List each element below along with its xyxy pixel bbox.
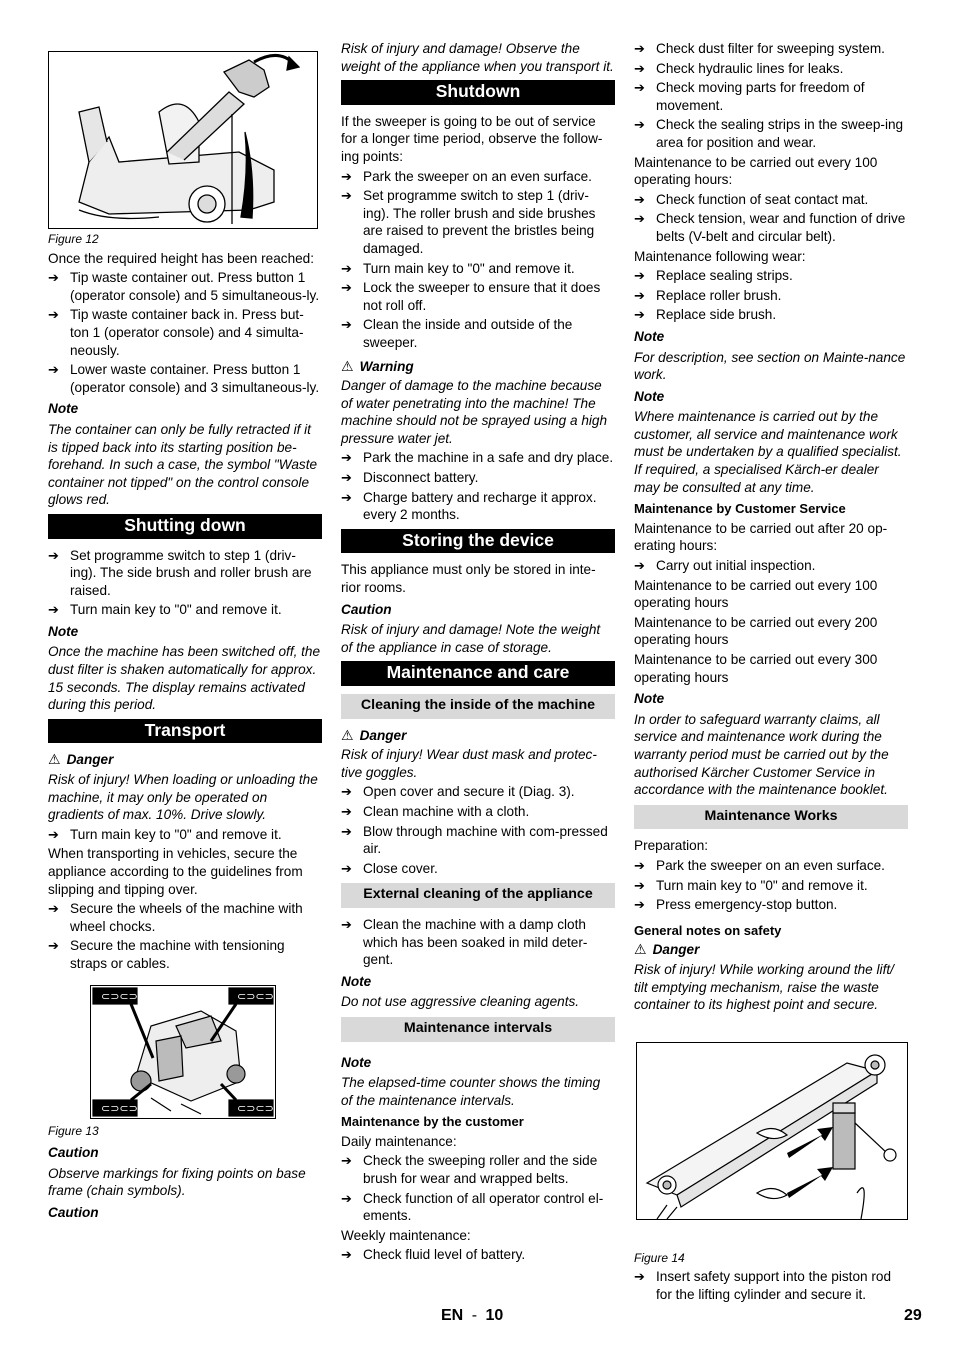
body-text: Maintenance following wear:: [634, 248, 806, 264]
body-text: Preparation:: [634, 838, 709, 854]
list-item: ➔ Check moving parts for freedom of movement.: [634, 79, 908, 114]
subheading-maintenance-works: Maintenance Works: [634, 805, 908, 830]
list-item: ➔ Replace side brush.: [634, 306, 908, 324]
body-text: Weekly maintenance:: [341, 1227, 471, 1243]
note-text: The elapsed-time counter shows the timing of the maintenance intervals.: [341, 1075, 601, 1108]
intro-text: Once the required height has been reached:: [48, 250, 315, 266]
list-item: ➔ Check function of all operator control el-ements.: [341, 1190, 615, 1225]
body-text: Maintenance to be carried out every 100 operating hours: [634, 577, 878, 611]
footer-dash: -: [471, 1307, 478, 1324]
figure-12-image: [48, 51, 318, 229]
list-item: ➔ Check fluid level of battery.: [341, 1246, 615, 1264]
list-item: ➔ Close cover.: [341, 860, 615, 878]
figure-13-image: [90, 985, 276, 1119]
figure-12-caption: Figure 12: [48, 232, 99, 246]
note-text: Once the machine has been switched off, the dust filter is shaken automatically for approx. 15 seconds. The display remains activated during this period.: [48, 644, 321, 713]
caution-label: Caution: [48, 1204, 99, 1220]
list-item: ➔ Turn main key to "0" and remove it.: [48, 601, 322, 619]
subheading-maintenance-intervals: Maintenance intervals: [341, 1017, 615, 1042]
body-text: Daily maintenance:: [341, 1133, 457, 1149]
list-item: ➔ Clean machine with a cloth.: [341, 803, 615, 821]
chain-fixing-points-illustration: [91, 986, 275, 1118]
note-label: Note: [634, 388, 665, 404]
list-item: ➔ Disconnect battery.: [341, 469, 615, 487]
list-item: ➔ Check the sealing strips in the sweep-ing area for position and wear.: [634, 116, 908, 151]
warning-heading: [341, 358, 615, 376]
warning-text: Danger of damage to the machine because of water penetrating into the machine! The machine should not be sprayed using a high pressure water jet.: [341, 378, 608, 446]
danger-heading: [634, 941, 908, 959]
list-item: ➔ Turn main key to "0" and remove it.: [341, 260, 615, 278]
body-text: When transporting in vehicles, secure the appliance according to the guidelines from slipping and tipping over.: [48, 846, 303, 897]
section-heading-transport: Transport: [48, 719, 322, 744]
list-item: ➔ Set programme switch to step 1 (driv-ing). The roller brush and side brushes are raised to prevent the bristles being damaged.: [341, 187, 615, 257]
caution-label: Caution: [48, 1145, 99, 1161]
note-label: Note: [341, 1054, 372, 1070]
footer-language: EN: [441, 1307, 464, 1324]
note-text: The container can only be fully retracted if it is tipped back into its starting position be-forehand. In such a case, the symbol "Waste container not tipped" on the control console glows red.: [48, 421, 318, 508]
warning-triangle-icon: ⚠: [634, 941, 647, 958]
note-label: Note: [48, 623, 79, 639]
note-label: Note: [634, 328, 665, 344]
list-item: ➔ Check dust filter for sweeping system.: [634, 40, 908, 58]
figure-13-caption: Figure 13: [48, 1123, 99, 1138]
note-text: For description, see section on Mainte-nance work.: [634, 349, 906, 383]
list-item: ➔ Replace sealing strips.: [634, 267, 908, 285]
list-item: ➔ Blow through machine with com-pressed air.: [341, 823, 615, 858]
list-item: ➔ Carry out initial inspection.: [634, 557, 908, 575]
danger-label: Danger: [359, 727, 407, 743]
safety-support-illustration: [637, 1043, 907, 1219]
figure-14-image: [636, 1042, 908, 1220]
list-item: ➔ Tip waste container out. Press button 1 (operator console) and 5 simultaneous-ly.: [48, 269, 322, 304]
column-right: [634, 40, 908, 1305]
column-left: [48, 40, 322, 1225]
danger-heading: [341, 727, 615, 745]
danger-label: Danger: [652, 942, 700, 958]
page-number: 29: [904, 1307, 922, 1324]
subheading-by-customer: Maintenance by the customer: [341, 1114, 524, 1130]
danger-label: Danger: [66, 752, 114, 768]
list-item: ➔ Check hydraulic lines for leaks.: [634, 60, 908, 78]
list-item: ➔ Secure the machine with tensioning straps or cables.: [48, 937, 322, 972]
body-text: This appliance must only be stored in inte-rior rooms.: [341, 562, 596, 596]
section-heading-storing: Storing the device: [341, 529, 615, 554]
footer-language-page: [441, 1307, 503, 1325]
note-label: Note: [341, 973, 372, 989]
sweeper-tipping-illustration: [49, 52, 317, 228]
caution-label: Caution: [341, 601, 392, 617]
note-text: In order to safeguard warranty claims, all service and maintenance work during the warranty period must be carried out by the authorised Kärcher Customer Service in accordance with the maintenance booklet.: [634, 711, 889, 798]
list-item: ➔ Park the sweeper on an even surface.: [341, 168, 615, 186]
note-text: Where maintenance is carried out by the customer, all service and maintenance work must be undertaken by a qualified specialist. If required, a specialised Kärch-er dealer may be consulted at any time.: [634, 409, 902, 495]
subheading-customer-service: Maintenance by Customer Service: [634, 501, 846, 517]
body-text: If the sweeper is going to be out of service for a longer time period, observe the follow-ing points:: [341, 113, 603, 164]
list-item: ➔ Clean the machine with a damp cloth which has been soaked in mild deter-gent.: [341, 916, 615, 969]
section-heading-shutdown: Shutdown: [341, 80, 615, 105]
list-item: ➔ Clean the inside and outside of the sweeper.: [341, 316, 615, 351]
list-item: ➔ Check tension, wear and function of drive belts (V-belt and circular belt).: [634, 210, 908, 245]
caution-text: Observe markings for fixing points on base frame (chain symbols).: [48, 1165, 306, 1199]
list-item: ➔ Park the sweeper on an even surface.: [634, 857, 908, 875]
note-text: Do not use aggressive cleaning agents.: [341, 994, 580, 1010]
section-heading-shutting-down: Shutting down: [48, 514, 322, 539]
list-item: ➔ Replace roller brush.: [634, 287, 908, 305]
list-item: ➔ Lower waste container. Press button 1 (operator console) and 3 simultaneous-ly.: [48, 361, 322, 396]
list-item: ➔ Press emergency-stop button.: [634, 896, 908, 914]
warning-label: Warning: [359, 358, 414, 374]
body-text: Maintenance to be carried out every 100 operating hours:: [634, 154, 878, 188]
list-item: ➔ Turn main key to "0" and remove it.: [634, 877, 908, 895]
list-item: ➔ Check the sweeping roller and the side brush for wear and wrapped belts.: [341, 1152, 615, 1187]
body-text: Maintenance to be carried out every 200 operating hours: [634, 614, 878, 648]
danger-heading: [48, 751, 322, 769]
warning-triangle-icon: ⚠: [341, 357, 354, 374]
body-text: Maintenance to be carried out every 300 operating hours: [634, 652, 878, 685]
list-item: ➔ Charge battery and recharge it approx. every 2 months.: [341, 489, 615, 524]
svg-text:⊂⊃⊂⊃: ⊂⊃⊂⊃: [101, 1101, 138, 1115]
list-item: ➔ Set programme switch to step 1 (driv-ing). The side brush and roller brush are raised.: [48, 547, 322, 600]
svg-text:⊂⊃⊂⊃: ⊂⊃⊂⊃: [237, 1101, 274, 1115]
caution-text: Risk of injury and damage! Observe the weight of the appliance when you transport it.: [341, 41, 614, 74]
list-item: ➔ Check function of seat contact mat.: [634, 191, 908, 209]
list-item: ➔ Open cover and secure it (Diag. 3).: [341, 783, 615, 801]
footer-local-page: 10: [485, 1307, 504, 1324]
body-text: Maintenance to be carried out after 20 op-erating hours:: [634, 520, 888, 554]
danger-text: Risk of injury! Wear dust mask and protec-tive goggles.: [341, 747, 597, 780]
column-middle: [341, 40, 615, 1266]
warning-triangle-icon: ⚠: [341, 726, 354, 743]
list-item: ➔ Lock the sweeper to ensure that it does not roll off.: [341, 279, 615, 314]
section-heading-maintenance: Maintenance and care: [341, 661, 615, 686]
list-item: ➔ Park the machine in a safe and dry place.: [341, 449, 615, 467]
caution-text: Risk of injury and damage! Note the weight of the appliance in case of storage.: [341, 622, 601, 655]
list-item: ➔ Insert safety support into the piston rod for the lifting cylinder and secure it.: [634, 1268, 908, 1303]
subheading-cleaning-inside: Cleaning the inside of the machine: [341, 694, 615, 719]
list-item: ➔ Turn main key to "0" and remove it.: [48, 826, 322, 844]
note-label: Note: [634, 691, 665, 707]
list-item: ➔ Secure the wheels of the machine with wheel chocks.: [48, 900, 322, 935]
figure-14-caption: Figure 14: [634, 1250, 685, 1265]
svg-text:⊂⊃⊂⊃: ⊂⊃⊂⊃: [237, 989, 274, 1003]
warning-triangle-icon: ⚠: [48, 751, 61, 768]
list-item: ➔ Tip waste container back in. Press but-ton 1 (operator console) and 4 simulta-neously.: [48, 306, 322, 359]
subheading-safety: General notes on safety: [634, 922, 782, 938]
subheading-external-cleaning: External cleaning of the appliance: [341, 883, 615, 908]
danger-text: Risk of injury! When loading or unloading the machine, it may only be operated on gradients of max. 10%. Drive slowly.: [48, 772, 318, 823]
danger-text: Risk of injury! While working around the lift/ tilt emptying mechanism, raise the waste container to its highest point and secure.: [634, 961, 894, 1013]
svg-text:⊂⊃⊂⊃: ⊂⊃⊂⊃: [101, 989, 138, 1003]
note-label: Note: [48, 401, 79, 417]
